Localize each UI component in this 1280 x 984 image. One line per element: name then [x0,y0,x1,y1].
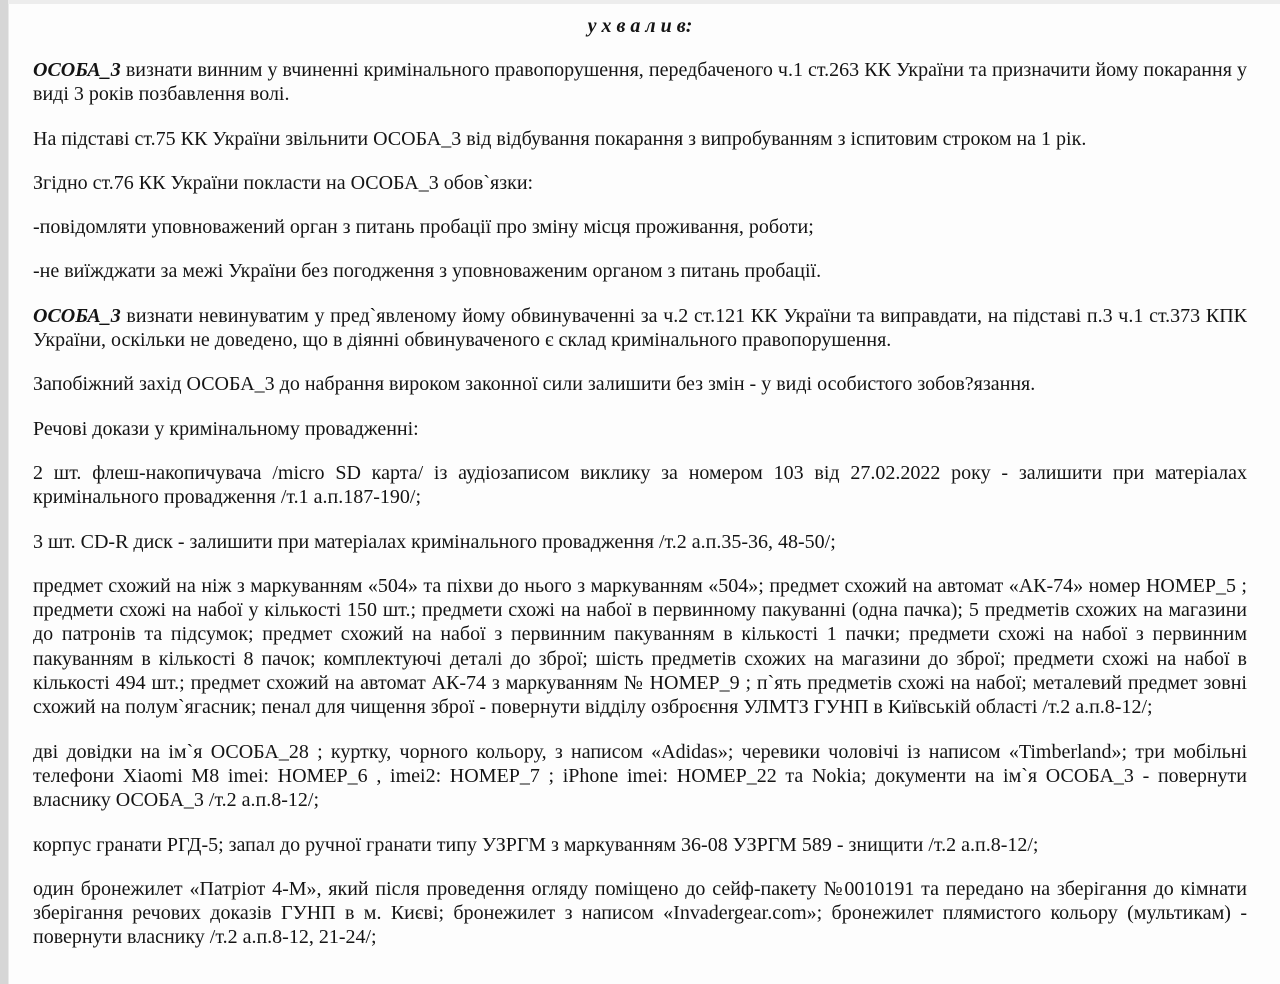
paragraph-13: корпус гранати РГД-5; запал до ручної гранати типу УЗРГМ з маркуванням 36-08 УЗРГМ 589 - знищити /т.2 а.п.8-12/; [33,833,1039,856]
paragraph-12: дві довідки на ім`я ОСОБА_28 ; куртку, чорного кольору, з написом «Adidas»; черевики чоловічі із написом «Timberland»; три мобільні телефони Xiaomi M8 imei: НОМЕР_6 , imei2: НОМЕР_7 ; iPhone imei: НОМЕР_22 та Nokia; документи на ім`я ОСОБА_3 - повернути власнику ОСОБА_3 /т.2 а.п.8-12/; [33,740,1247,812]
court-ruling-document [8,4,1280,958]
ruling-heading: у х в а л и в: [587,15,693,37]
person-reference-bold: ОСОБА_3 [33,304,121,327]
paragraph-2: На підставі ст.75 КК України звільнити ОСОБА_3 від відбування покарання з випробуванням з іспитовим строком на 1 рік. [33,127,1087,150]
paragraph-9: 2 шт. флеш-накопичувача /micro SD карта/ із аудіозаписом виклику за номером 103 від 27.02.2022 року - залишити при матеріалах кримінального провадження /т.1 а.п.187-190/; [33,461,1247,509]
paragraph-10: 3 шт. CD-R диск - залишити при матеріалах кримінального провадження /т.2 а.п.35-36, 48-50/; [33,530,836,553]
paragraph-8: Речові докази у кримінальному провадженні: [33,417,419,440]
person-reference-bold: ОСОБА_3 [33,59,121,81]
paragraph-3: Згідно ст.76 КК України покласти на ОСОБА_3 обов`язки: [33,171,534,194]
paragraph-7: Запобіжний захід ОСОБА_3 до набрання вироком законної сили залишити без змін - у виді особистого зобов?язання. [33,373,1036,396]
paragraph-5: -не виїжджати за межі України без погодження з уповноваженим органом з питань пробації. [33,260,822,283]
paragraph-14: один бронежилет «Патріот 4-М», який після проведення огляду поміщено до сейф-пакету №0010191 та передано на зберігання до кімнати зберігання речових доказів ГУНП в м. Києві; бронежилет з написом «Invadergear.com»; бронежилет плямистого кольору (мультикам) - повернути власнику /т.2 а.п.8-12, 21-24/; [33,877,1247,949]
paragraph-4: -повідомляти уповноважений орган з питань пробації про зміну місця проживання, роботи; [33,216,814,239]
paragraph-6: ОСОБА_3 визнати невинуватим у пред`явленому йому обвинуваченні за ч.2 ст.121 КК України та виправдати, на підставі п.3 ч.1 ст.373 КПК України, оскільки не доведено, що в діянні обвинуваченого є склад кримінального правопорушення. [33,304,1247,352]
paragraph-11: предмет схожий на ніж з маркуванням «504» та піхви до нього з маркуванням «504»; предмет схожий на автомат «АК-74» номер НОМЕР_5 ; предмети схожі на набої у кількості 150 шт.; предмети схожі на набої в первинному пакуванні (одна пачка); 5 предметів схожих на магазини до патронів та підсумок; предмет схожий на набої з первинним пакуванням в кількості 1 пачки; предмети схожі на набої з первинним пакуванням в кількості 8 пачок; комплектуючі деталі до зброї; шість предметів схожих на магазини до зброї; предмети схожі на набої в кількості 494 шт.; предмет схожий на автомат АК-74 з маркуванням № НОМЕР_9 ; п`ять предметів схожі на набої; металевий предмет зовні схожий на полум`ягасник; пенал для чищення зброї - повернути відділу озброєння УЛМТЗ ГУНП в Київській області /т.2 а.п.8-12/; [33,574,1247,719]
paragraph-1: ОСОБА_3 визнати винним у вчиненні кримінального правопорушення, передбаченого ч.1 ст.263 КК України та призначити йому покарання у виді 3 років позбавлення волі. [33,59,1247,106]
paragraph-list [33,58,1247,950]
